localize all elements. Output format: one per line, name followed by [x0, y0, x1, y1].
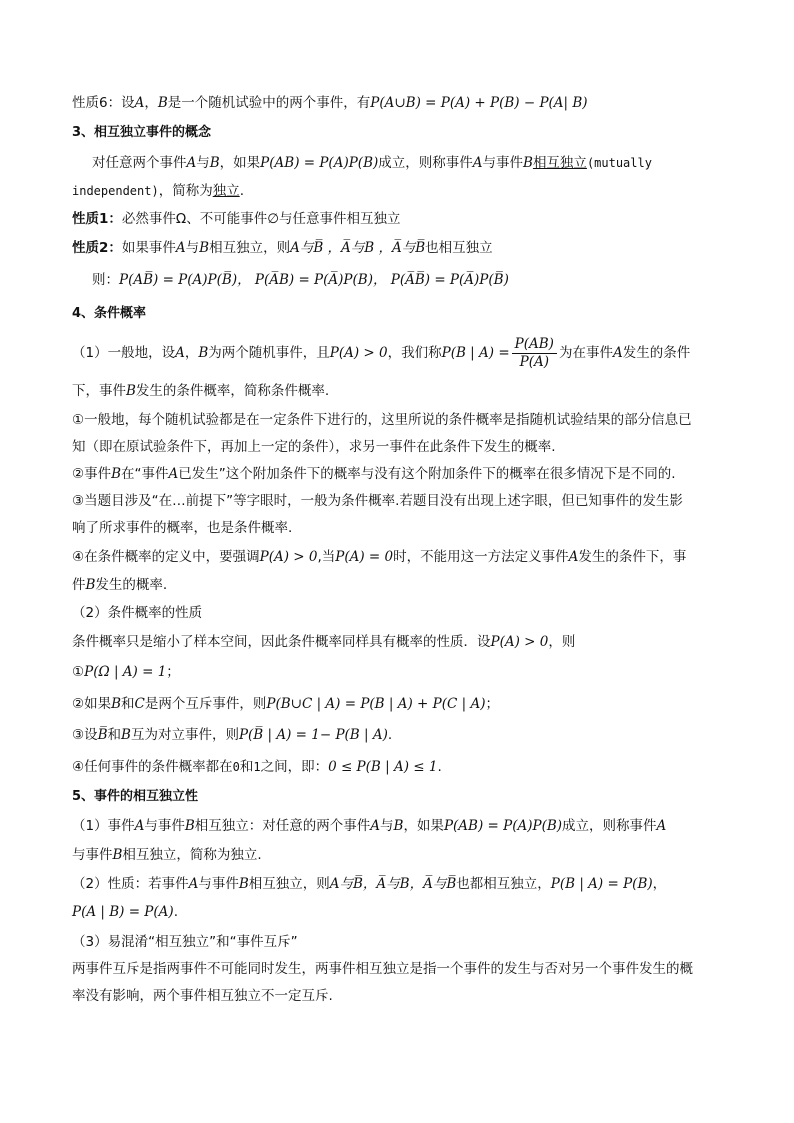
- formula: P(B | A) =: [441, 345, 510, 361]
- formula: P(B̅ | A) = 1− P(B | A): [238, 727, 388, 743]
- text: 相互独立：对任意的两个事件: [194, 818, 371, 834]
- text: ②如果: [72, 696, 112, 712]
- formula: P(A∪B) = P(A) + P(B) − P(A| B): [370, 95, 588, 111]
- independence-line-1: [72, 816, 732, 836]
- english-term: (mutually: [586, 156, 652, 170]
- text: ，: [144, 95, 158, 111]
- text: ，: [184, 345, 199, 361]
- property-label: 性质1：: [72, 211, 122, 227]
- text: 与事件: [198, 876, 239, 892]
- text: 和: [107, 727, 122, 743]
- conditional-property-1: [72, 662, 732, 682]
- text: 相互独立，简称为独立.: [122, 847, 262, 863]
- text: 也相互独立: [425, 240, 493, 256]
- section-heading-4: 4、条件概率: [72, 306, 147, 321]
- text: 为两个随机事件，且: [208, 345, 330, 361]
- text: ，则: [548, 634, 576, 650]
- text: .: [239, 183, 244, 199]
- independence-definition-line-2: [72, 181, 732, 201]
- property-2-formula-line: [92, 270, 752, 290]
- text: （1）一般地，设: [72, 345, 176, 361]
- formula: P(AB̅) = P(A)P(B̅)， P(A̅B) = P(A̅)P(B)， P(A̅B̅) = P(A̅)P(B̅): [119, 272, 509, 288]
- text: ④任何事件的条件概率都在: [72, 759, 233, 775]
- math-var: B: [111, 466, 122, 482]
- formula: P(A) = 0: [335, 549, 394, 565]
- text: 条件概率只是缩小了样本空间，因此条件概率同样具有概率的性质．设: [72, 634, 491, 650]
- text: ，我们称: [387, 345, 442, 361]
- section-heading-5: 5、事件的相互独立性: [72, 789, 199, 804]
- conditional-property-4: [72, 757, 732, 777]
- mutual-exclusion-note-line-1: 两事件互斥是指两事件不可能同时发生，两事件相互独立是指一个事件的发生与否对另一个事件发生的概: [72, 961, 693, 977]
- math-var: B: [393, 818, 404, 834]
- text: ；: [485, 696, 499, 712]
- text: 成立，则称事件: [562, 818, 657, 834]
- text: 成立，则称事件: [378, 155, 473, 171]
- text: 与事件: [144, 818, 185, 834]
- note-1-line-2: 知（即在原试验条件下，再加上一定的条件），求另一事件在此条件下发生的概率.: [72, 439, 556, 455]
- number: 1: [253, 760, 261, 774]
- text: ；: [166, 664, 180, 680]
- conditional-probability-definition-line: [72, 333, 732, 373]
- text: 发生的概率.: [95, 577, 168, 593]
- math-var: A: [175, 345, 185, 361]
- text: ，简称为: [158, 183, 213, 199]
- text: 互为对立事件，则: [130, 727, 239, 743]
- text: 性质6：设: [72, 95, 135, 111]
- math-var: A: [370, 818, 381, 834]
- math-var: B: [126, 383, 136, 399]
- conditional-property-3: [72, 725, 732, 745]
- math-var: B: [199, 240, 210, 256]
- math-var: B: [157, 95, 168, 111]
- math-var: B: [85, 577, 96, 593]
- text: ①: [72, 664, 85, 680]
- text: 件: [72, 577, 86, 593]
- text: ④在条件概率的定义中，要强调: [72, 549, 260, 565]
- text: 也都相互独立，: [456, 876, 551, 892]
- conditional-properties-intro: [72, 632, 732, 652]
- text: ，如果: [403, 818, 444, 834]
- formula: P(A) > 0: [490, 634, 549, 650]
- math-var: B: [121, 727, 131, 743]
- text: 对任意两个事件: [92, 155, 187, 171]
- formula: P(AB) = P(A)P(B): [443, 818, 563, 834]
- text: .: [387, 727, 393, 743]
- text: 为在事件: [558, 345, 613, 361]
- text: 发生的条件下，事: [578, 549, 687, 565]
- text: （1）事件: [72, 818, 135, 834]
- math-var: B: [111, 696, 122, 712]
- math-var: A: [612, 345, 623, 361]
- math-var: A: [188, 876, 199, 892]
- formula: P(B∪C | A) = P(B | A) + P(C | A): [266, 696, 486, 712]
- property-6-line: [72, 93, 732, 113]
- text: 是一个随机试验中的两个事件，有: [167, 95, 371, 111]
- math-var: B: [238, 876, 249, 892]
- text: ，如果: [219, 155, 261, 171]
- math-var: B: [112, 847, 123, 863]
- math-var: A: [568, 549, 579, 565]
- conditional-property-2: [72, 694, 732, 714]
- fraction: [512, 336, 557, 371]
- formula: P(AB) = P(A)P(B): [260, 155, 379, 171]
- property-label: 性质2：: [72, 240, 122, 256]
- note-1-line-1: ①一般地，每个随机试验都是在一定条件下进行的，这里所说的条件概率是指随机试验结果的部分信息已: [72, 412, 692, 428]
- text: 在“事件: [121, 466, 169, 482]
- text: 相互独立，则: [209, 240, 291, 256]
- text: 与事件: [72, 847, 113, 863]
- property-1-line: [72, 209, 732, 229]
- text: 发生的条件概率，简称条件概率.: [135, 383, 330, 399]
- subsection-2-title: （2）条件概率的性质: [72, 605, 203, 621]
- math-var: A: [175, 240, 186, 256]
- text: ③设: [72, 727, 98, 743]
- math-var: C: [134, 696, 145, 712]
- text: 与事件: [482, 155, 524, 171]
- text: 则：: [92, 272, 119, 288]
- math-var: A: [134, 818, 145, 834]
- fraction-numerator: P(AB): [512, 336, 557, 354]
- text: 和: [121, 696, 135, 712]
- conditional-probability-definition-line-2: [72, 381, 732, 401]
- math-var: A: [656, 818, 667, 834]
- text: .: [173, 904, 178, 920]
- formula: P(Ω | A) = 1: [84, 664, 167, 680]
- formula: A与B̅，A̅与B，A̅与B̅: [329, 876, 457, 892]
- mutual-exclusion-note-line-2: 率没有影响，两个事件相互独立不一定互斥.: [72, 988, 333, 1004]
- math-var: B: [184, 818, 195, 834]
- formula: A与B̅ ，A̅与B ，A̅与B̅: [290, 240, 426, 256]
- math-var: A: [472, 155, 483, 171]
- text: .: [437, 759, 442, 775]
- math-var: B̅: [97, 727, 108, 743]
- number: 0: [232, 760, 240, 774]
- formula: P(A) > 0: [329, 345, 388, 361]
- text: 如果事件: [121, 240, 176, 256]
- text: （2）性质：若事件: [72, 876, 189, 892]
- subsection-3-title: （3）易混淆“相互独立”和“事件互斥”: [72, 934, 298, 950]
- formula: P(A) > 0: [259, 549, 318, 565]
- independence-line-2: [72, 845, 732, 865]
- independence-property-line: [72, 874, 732, 894]
- underlined-term: 相互独立: [532, 155, 587, 171]
- math-var: B: [209, 155, 220, 171]
- text: 是两个互斥事件，则: [144, 696, 267, 712]
- property-2-line: [72, 238, 732, 258]
- text: 时，不能用这一方法定义事件: [393, 549, 569, 565]
- text: 与: [380, 818, 394, 834]
- text: 和: [239, 759, 254, 775]
- text: 与: [196, 155, 210, 171]
- text: 已发生”这个附加条件下的概率与没有这个附加条件下的概率在很多情况下是不同的.: [178, 466, 676, 482]
- independence-definition-line: [92, 153, 732, 173]
- text: 与: [185, 240, 200, 256]
- text: ，: [652, 876, 667, 892]
- math-var: A: [186, 155, 197, 171]
- text: ,当: [317, 549, 336, 565]
- fraction-denominator: P(A): [519, 353, 549, 370]
- text: 相互独立，则: [248, 876, 330, 892]
- underlined-term: 独立: [212, 183, 240, 199]
- text: 发生的条件: [622, 345, 691, 361]
- text: ②事件: [72, 466, 112, 482]
- math-var: A: [134, 95, 145, 111]
- note-2-line: [72, 464, 732, 484]
- formula: P(A | B) = P(A): [72, 904, 174, 920]
- text: 必然事件Ω、不可能事件∅与任意事件相互独立: [121, 211, 401, 227]
- english-term: independent): [72, 184, 159, 198]
- math-var: B: [198, 345, 209, 361]
- formula: 0 ≤ P(B | A) ≤ 1: [328, 759, 438, 775]
- math-var: B: [523, 155, 533, 171]
- independence-property-line-2: [72, 902, 732, 922]
- note-3-line-2: 响了所求事件的概率，也是条件概率.: [72, 520, 293, 536]
- section-heading-3: 3、相互独立事件的概念: [72, 125, 212, 140]
- note-4-line-1: [72, 547, 732, 567]
- formula: P(B | A) = P(B): [550, 876, 653, 892]
- text: 之间，即：: [260, 759, 329, 775]
- note-3-line-1: ③当题目涉及“在…前提下”等字眼时，一般为条件概率.若题目没有出现上述字眼，但已知事件的发生影: [72, 493, 683, 509]
- text: 下，事件: [72, 383, 126, 399]
- math-var: A: [168, 466, 179, 482]
- note-4-line-2: [72, 575, 732, 595]
